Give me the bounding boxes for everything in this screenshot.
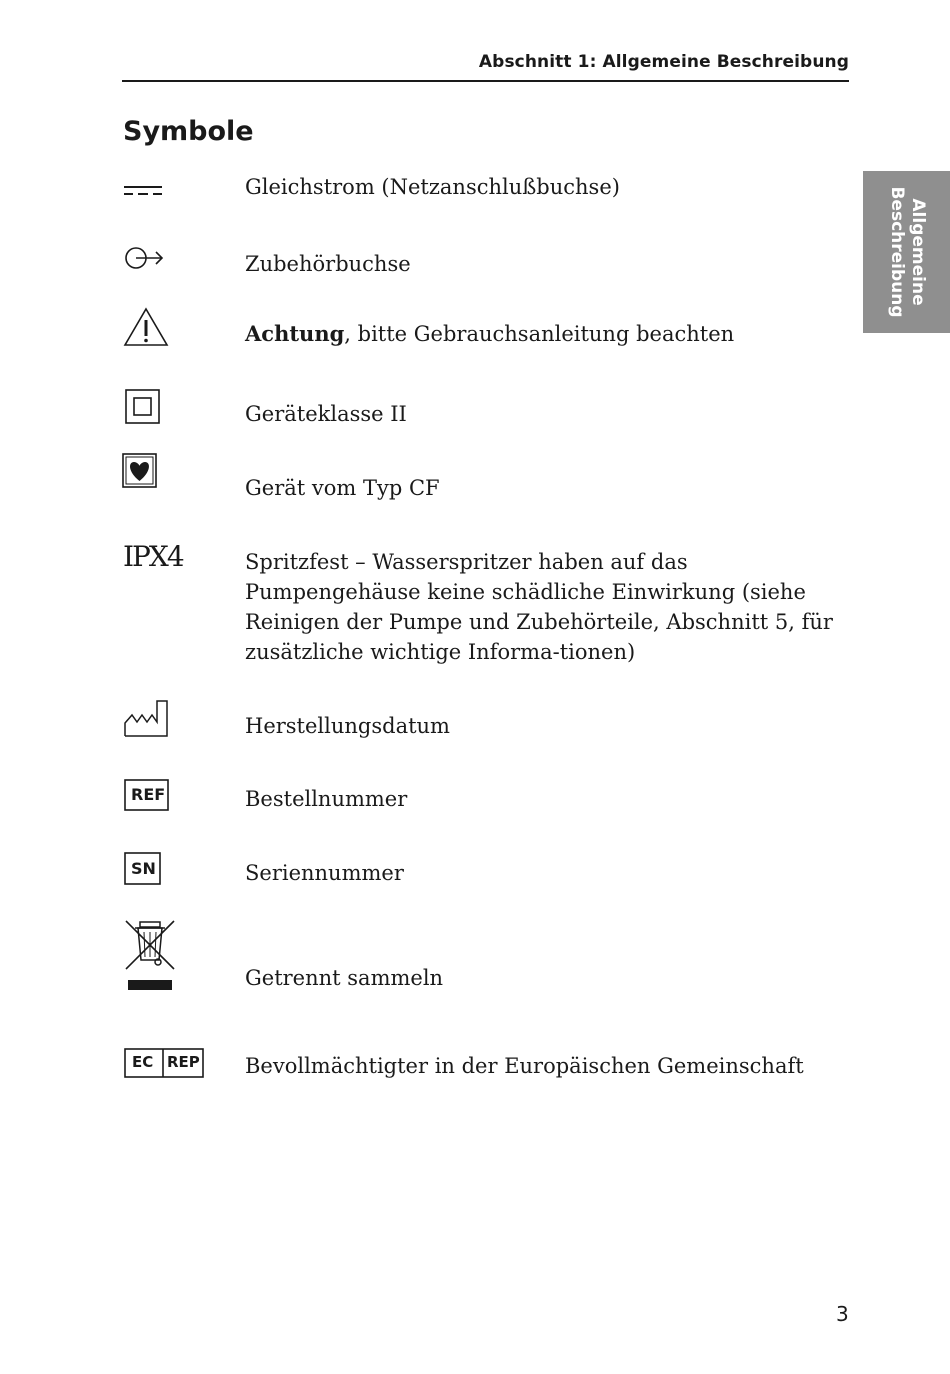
running-header: Abschnitt 1: Allgemeine Beschreibung (478, 52, 849, 72)
warning-icon (123, 307, 169, 347)
page-number: 3 (836, 1302, 849, 1326)
warning-bold: Achtung (245, 321, 345, 346)
accessory-port-icon (124, 245, 166, 271)
direct-current-icon (123, 184, 163, 198)
warning-rest: , bitte Gebrauchsanleitung beachten (344, 322, 735, 346)
ipx4-icon: IPX4 (123, 540, 183, 573)
symbol-text-dc: Gleichstrom (Netzanschlußbuchse) (245, 175, 620, 199)
sn-icon-label: SN (131, 859, 156, 878)
symbol-text-ec-rep: Bevollmächtigter in der Europäischen Gemeinschaft (245, 1054, 804, 1078)
chapter-tab-line2: Beschreibung (886, 186, 907, 318)
symbol-text-accessory: Zubehörbuchse (245, 252, 411, 276)
symbol-text-type-cf: Gerät vom Typ CF (245, 476, 440, 500)
symbol-text-ref: Bestellnummer (245, 787, 408, 811)
ec-rep-icon-label-ec: EC (132, 1053, 154, 1071)
page-title: Symbole (123, 116, 254, 147)
symbol-text-manufacture-date: Herstellungsdatum (245, 714, 450, 738)
symbol-text-ipx4: Spritzfest – Wasserspritzer haben auf das Pumpengehäuse keine schädliche Einwirkung (siehe Reinigen der Pumpe und Zubehörteile, Abschnitt 5, für zusätzliche wichtige Informa-tionen) (245, 550, 833, 664)
type-cf-heart-icon (122, 453, 158, 489)
weee-bin-icon (124, 919, 176, 993)
chapter-tab (863, 171, 950, 333)
symbol-text-class-ii: Geräteklasse II (245, 402, 407, 426)
ref-icon-label: REF (131, 785, 166, 804)
symbol-text-warning (245, 319, 855, 349)
class-ii-icon (125, 389, 161, 425)
header-rule (122, 80, 849, 82)
ec-rep-icon-label-rep: REP (167, 1053, 200, 1071)
symbol-text-sn: Seriennummer (245, 861, 404, 885)
symbol-text-weee: Getrennt sammeln (245, 966, 444, 990)
chapter-tab-line1: Allgemeine (907, 198, 928, 306)
manufacture-date-icon (123, 699, 169, 739)
